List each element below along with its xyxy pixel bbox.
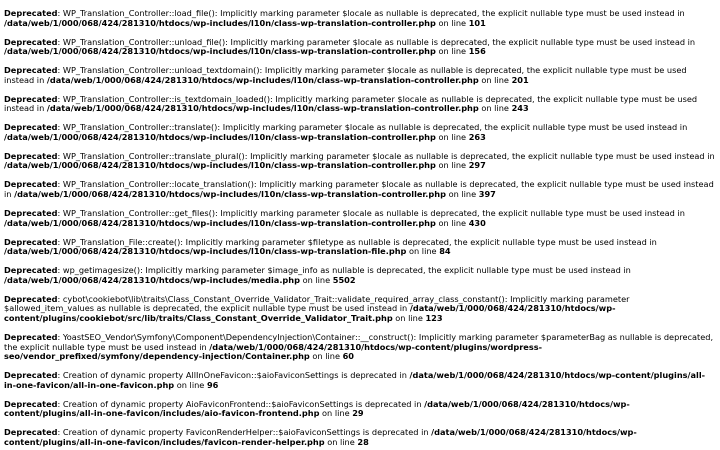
notice-label: Deprecated (4, 398, 58, 409)
notice-label: Deprecated (4, 427, 58, 438)
notice-line-number: 297 (468, 160, 486, 171)
notice-message: : wp_getimagesize(): Implicitly marking parameter $image_info as nullable is deprecated, the explicit nullable type must be used instead in (57, 265, 631, 276)
notice-line-number: 430 (468, 217, 486, 228)
notice-line-number: 84 (439, 246, 451, 257)
notice-on-line-text: on line (435, 17, 469, 28)
notice-label: Deprecated (4, 65, 58, 76)
notice-message: : WP_Translation_Controller::translate_plural(): Implicitly marking parameter $locale as nullable is deprecated, the explicit nullable type must be used instead in (57, 150, 715, 161)
notice-file-path: /data/web/1/000/068/424/281310/htdocs/wp-content/plugins/all-in-one-favicon/includes/aio-favicon-frontend.php (4, 398, 630, 419)
notice-line-number: 201 (511, 74, 529, 85)
notice-message: : WP_Translation_Controller::unload_file(): Implicitly marking parameter $locale as nullable is deprecated, the explicit nullable type must be used instead in (57, 36, 696, 47)
deprecation-notice (4, 238, 717, 257)
notice-file-path: /data/web/1/000/068/424/281310/htdocs/wp-content/plugins/all-in-one-favicon/all-in-one-favicon.php (4, 370, 706, 390)
notice-message: : WP_Translation_Controller::load_file(): Implicitly marking parameter $locale as nullable is deprecated, the explicit nullable type must be used instead in (57, 8, 685, 18)
deprecation-notice (4, 266, 717, 285)
notice-message: : WP_Translation_Controller::translate(): Implicitly marking parameter $locale as nullable is deprecated, the explicit nullable type must be used instead in (57, 122, 688, 133)
notice-on-line-text: on line (445, 189, 479, 200)
notice-label: Deprecated (4, 36, 58, 47)
deprecation-notice (4, 333, 717, 362)
notice-file-path: /data/web/1/000/068/424/281310/htdocs/wp-includes/l10n/class-wp-translation-controller.php (4, 131, 436, 142)
notice-file-path: /data/web/1/000/068/424/281310/htdocs/wp-includes/l10n/class-wp-translation-controller.php (4, 17, 436, 28)
deprecation-notice (4, 180, 717, 199)
notice-on-line-text: on line (406, 246, 440, 257)
notice-label: Deprecated (4, 8, 58, 18)
notice-file-path: /data/web/1/000/068/424/281310/htdocs/wp-includes/media.php (4, 274, 300, 285)
notice-on-line-text: on line (392, 312, 426, 323)
notice-label: Deprecated (4, 265, 58, 276)
notice-message: : WP_Translation_Controller::locate_translation(): Implicitly marking parameter $locale as nullable is deprecated, the explicit nullable type must be used instead in (4, 179, 714, 200)
deprecation-notice (4, 123, 717, 142)
notice-on-line-text: on line (435, 160, 469, 171)
notice-label: Deprecated (4, 179, 58, 190)
notice-line-number: 5502 (332, 274, 356, 285)
notice-file-path: /data/web/1/000/068/424/281310/htdocs/wp-includes/l10n/class-wp-translation-controller.php (46, 74, 479, 85)
notice-file-path: /data/web/1/000/068/424/281310/htdocs/wp-content/plugins/wordpress-seo/vendor_prefixed/symfony/dependency-injection/Container.php (4, 341, 542, 362)
deprecation-notice (4, 295, 717, 324)
notice-on-line-text: on line (435, 46, 469, 57)
notice-line-number: 96 (206, 379, 219, 390)
notice-label: Deprecated (4, 236, 58, 247)
notice-message: : Creation of dynamic property FaviconRenderHelper::$aioFaviconSettings is deprecated in (57, 427, 432, 438)
notice-message: : Creation of dynamic property AllInOneFavicon::$aioFaviconSettings is deprecated in (57, 370, 410, 381)
notice-on-line-text: on line (299, 274, 333, 285)
notice-on-line-text: on line (319, 408, 353, 419)
notice-on-line-text: on line (435, 131, 469, 142)
notice-line-number: 60 (342, 351, 354, 362)
deprecation-notice (4, 66, 717, 85)
deprecation-notice (4, 38, 717, 57)
notice-on-line-text: on line (435, 217, 469, 228)
notice-message: : WP_Translation_Controller::unload_textdomain(): Implicitly marking parameter $locale as nullable is deprecated, the explicit nullable type must be used instead in (4, 65, 687, 85)
notice-line-number: 263 (468, 131, 486, 142)
notice-label: Deprecated (4, 370, 58, 381)
deprecation-notice (4, 400, 717, 419)
notice-message: : WP_Translation_Controller::get_files(): Implicitly marking parameter $locale as nullable is deprecated, the explicit nullable type must be used instead in (57, 208, 685, 219)
notice-message: : WP_Translation_File::create(): Implicitly marking parameter $filetype as nullable is deprecated, the explicit nullable type must be used instead in (57, 236, 657, 247)
notice-file-path: /data/web/1/000/068/424/281310/htdocs/wp-includes/l10n/class-wp-translation-controller.php (46, 103, 479, 114)
notice-file-path: /data/web/1/000/068/424/281310/htdocs/wp-includes/l10n/class-wp-translation-controller.php (4, 160, 436, 171)
notice-line-number: 243 (511, 103, 529, 114)
notice-label: Deprecated (4, 93, 58, 104)
notice-file-path: /data/web/1/000/068/424/281310/htdocs/wp-content/plugins/all-in-one-favicon/includes/favicon-render-helper.php (4, 427, 637, 447)
notice-line-number: 101 (468, 17, 486, 28)
notice-message: : WP_Translation_Controller::is_textdomain_loaded(): Implicitly marking parameter $locale as nullable is deprecated, the explicit nullable type must be used instead in (4, 93, 698, 114)
notice-on-line-text: on line (324, 436, 358, 447)
notice-label: Deprecated (4, 331, 58, 342)
notice-message: : cybot\cookiebot\lib\traits\Class_Constant_Override_Validator_Trait::validate_required_array_class_constant(): Implicitly marking parameter $allowed_item_values as nullable is deprecated, the explicit nullable type must be used instead in (4, 293, 630, 314)
notice-on-line-text: on line (309, 351, 343, 362)
notice-label: Deprecated (4, 122, 58, 133)
deprecation-notice (4, 95, 717, 114)
notice-on-line-text: on line (174, 379, 207, 390)
notice-message: : Creation of dynamic property AioFaviconFrontend::$aioFaviconSettings is deprecated in (57, 398, 425, 409)
notice-line-number: 156 (468, 46, 486, 57)
notice-label: Deprecated (4, 208, 58, 219)
deprecation-notice (4, 9, 717, 28)
notice-file-path: /data/web/1/000/068/424/281310/htdocs/wp-content/plugins/cookiebot/src/lib/traits/Class_Constant_Override_Validator_Trait.php (4, 303, 616, 323)
deprecation-notice (4, 428, 717, 447)
notice-file-path: /data/web/1/000/068/424/281310/htdocs/wp-includes/l10n/class-wp-translation-controller.php (14, 189, 446, 200)
notice-message: : YoastSEO_Vendor\Symfony\Component\DependencyInjection\Container::__construct(): Implicitly marking parameter $parameterBag as nullable is deprecated, the explicit nullable type must be used instead in (4, 331, 714, 352)
notice-line-number: 29 (352, 408, 364, 419)
notice-label: Deprecated (4, 293, 58, 304)
notice-on-line-text: on line (478, 74, 512, 85)
notice-on-line-text: on line (478, 103, 512, 114)
notice-file-path: /data/web/1/000/068/424/281310/htdocs/wp-includes/l10n/class-wp-translation-file.php (4, 246, 407, 257)
notice-line-number: 123 (425, 312, 443, 323)
notice-label: Deprecated (4, 150, 58, 161)
notice-file-path: /data/web/1/000/068/424/281310/htdocs/wp-includes/l10n/class-wp-translation-controller.php (4, 46, 436, 57)
deprecation-notice (4, 152, 717, 171)
notice-file-path: /data/web/1/000/068/424/281310/htdocs/wp-includes/l10n/class-wp-translation-controller.php (4, 217, 436, 228)
deprecation-notice (4, 371, 717, 390)
notice-line-number: 397 (478, 189, 496, 200)
notice-line-number: 28 (357, 436, 369, 447)
deprecation-notice (4, 209, 717, 228)
php-deprecation-log (4, 9, 717, 447)
